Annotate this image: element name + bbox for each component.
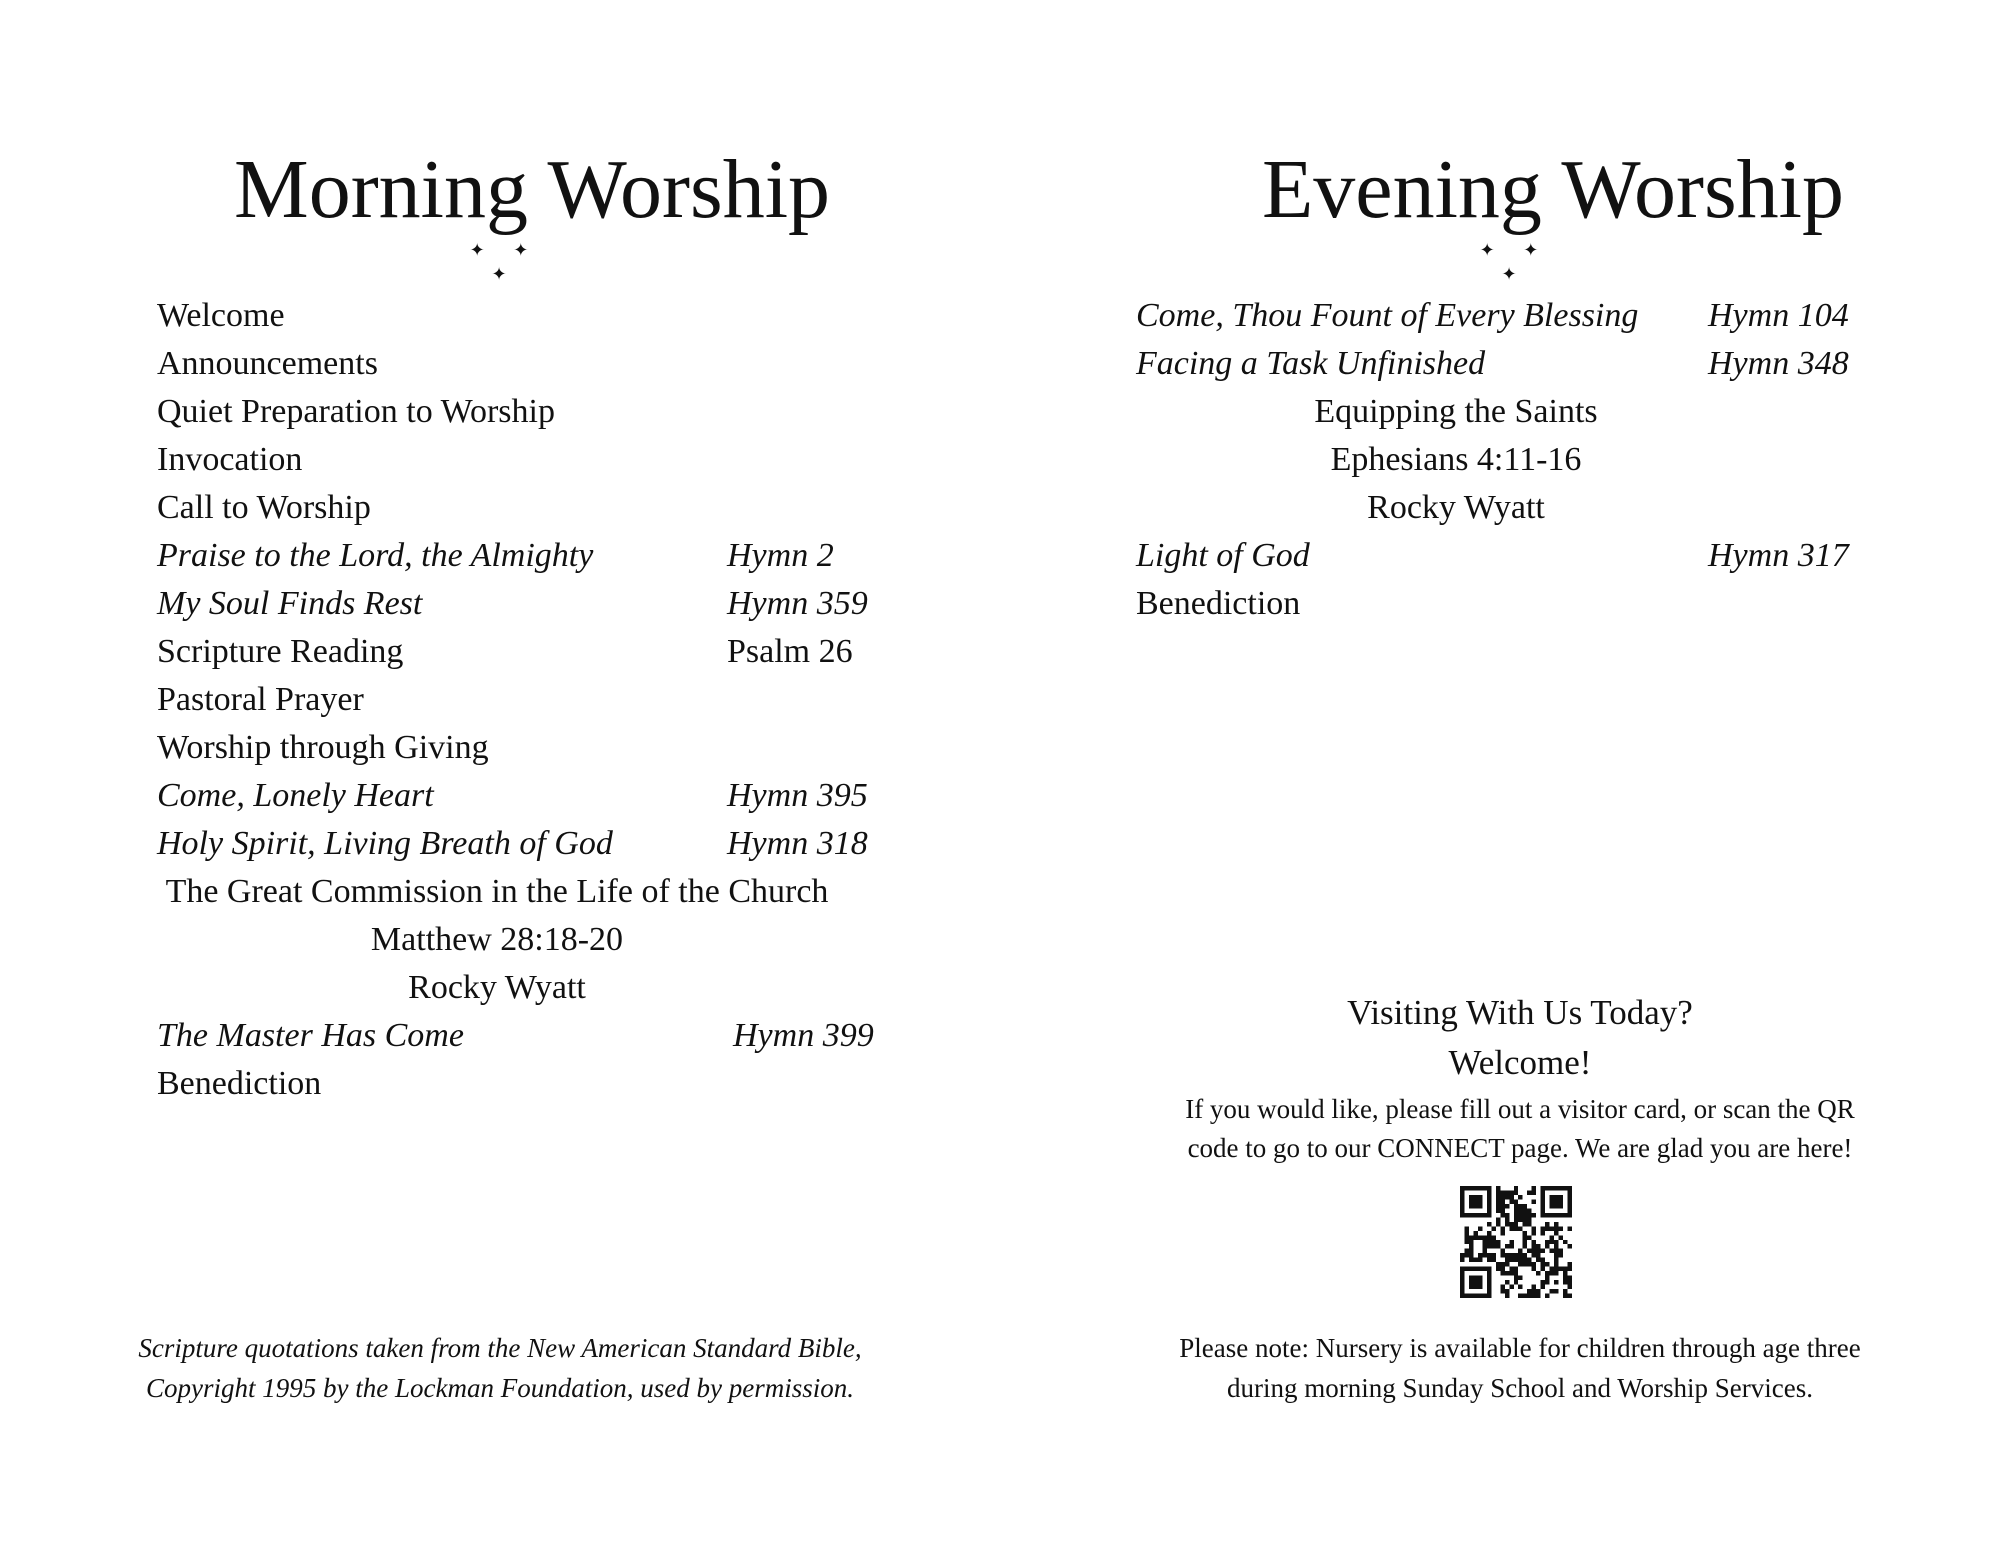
nursery-note-line: during morning Sunday School and Worship Services. [1226,1373,1814,1403]
hymn-number: Hymn 317 [1708,537,1849,574]
hymn-item [157,580,877,628]
order-item-label: Welcome [157,297,285,334]
order-item-label: Announcements [157,345,378,382]
evening-order-of-service [1136,292,1856,628]
visitor-instructions-line: If you would like, please fill out a visitor card, or scan the QR [1185,1094,1855,1124]
order-item [157,676,877,724]
evening-worship-panel [1000,0,2000,1545]
hymn-item [157,820,877,868]
order-item-label: Pastoral Prayer [157,681,364,718]
sermon-title [157,868,877,916]
visitor-welcome: Welcome! [1448,1043,1592,1082]
order-item [1136,580,1856,628]
nursery-note [1130,1328,1910,1408]
hymn-number: Hymn 104 [1708,297,1849,334]
order-item-label: Call to Worship [157,489,371,526]
hymn-title: Come, Lonely Heart [157,777,434,814]
hymn-item [157,532,877,580]
hymn-title: Praise to the Lord, the Almighty [157,537,594,574]
hymn-item [1136,532,1856,580]
order-item-label: Scripture Reading [157,633,404,670]
qr-code-icon[interactable] [1460,1186,1572,1298]
evening-worship-title: Evening Worship [1262,143,1844,236]
copyright-line: Scripture quotations taken from the New American Standard Bible, [138,1333,862,1363]
hymn-item [157,772,877,820]
sermon-passage-text: Ephesians 4:11-16 [1330,441,1582,478]
qr-code-graphic [1460,1186,1572,1298]
order-item-label: Worship through Giving [157,729,489,766]
sermon-speaker [1136,484,1856,532]
hymn-item [1136,340,1856,388]
sermon-speaker-text: Rocky Wyatt [408,969,586,1006]
hymn-title: Light of God [1136,537,1310,574]
hymn-title: The Master Has Come [157,1017,464,1054]
visitor-instructions-line: code to go to our CONNECT page. We are glad you are here! [1187,1133,1853,1163]
sermon-passage [157,916,877,964]
morning-order-of-service [157,292,877,1108]
visitor-instructions [1130,1090,1910,1168]
order-item [157,388,877,436]
order-item [157,484,877,532]
copyright-line: Copyright 1995 by the Lockman Foundation, used by permission. [146,1373,854,1403]
sermon-title-text: Equipping the Saints [1314,393,1598,430]
sermon-passage-text: Matthew 28:18-20 [370,921,624,958]
scripture-copyright-note [100,1328,900,1408]
scripture-reading-item [157,628,877,676]
nursery-note-line: Please note: Nursery is available for children through age three [1179,1333,1861,1363]
hymn-title: Facing a Task Unfinished [1136,345,1486,382]
scripture-reference: Psalm 26 [727,633,853,670]
order-item-label: Invocation [157,441,303,478]
order-item [157,292,877,340]
hymn-title: My Soul Finds Rest [157,585,423,622]
hymn-title: Holy Spirit, Living Breath of God [157,825,613,862]
hymn-number: Hymn 2 [727,537,834,574]
visitor-welcome-section [1130,988,1910,1168]
hymn-number: Hymn 318 [727,825,868,862]
visitor-heading: Visiting With Us Today? [1347,993,1693,1032]
hymn-number: Hymn 399 [733,1017,874,1054]
order-item [157,724,877,772]
hymn-number: Hymn 359 [727,585,868,622]
sermon-speaker-text: Rocky Wyatt [1367,489,1545,526]
hymn-number: Hymn 395 [727,777,868,814]
hymn-item [157,1012,877,1060]
hymn-title: Come, Thou Fount of Every Blessing [1136,297,1639,334]
sermon-title [1136,388,1856,436]
order-item [157,436,877,484]
sermon-title-text: The Great Commission in the Life of the Church [165,873,829,910]
order-item-label: Quiet Preparation to Worship [157,393,555,430]
order-item [157,340,877,388]
morning-ornament: ✦ ✦ ✦ [469,240,541,284]
sermon-passage [1136,436,1856,484]
order-item-label: Benediction [157,1065,322,1102]
morning-worship-title: Morning Worship [234,143,831,236]
sermon-speaker [157,964,877,1012]
hymn-number: Hymn 348 [1708,345,1849,382]
hymn-item [1136,292,1856,340]
order-item-label: Benediction [1136,585,1301,622]
order-item [157,1060,877,1108]
evening-ornament: ✦ ✦ ✦ [1479,240,1551,284]
